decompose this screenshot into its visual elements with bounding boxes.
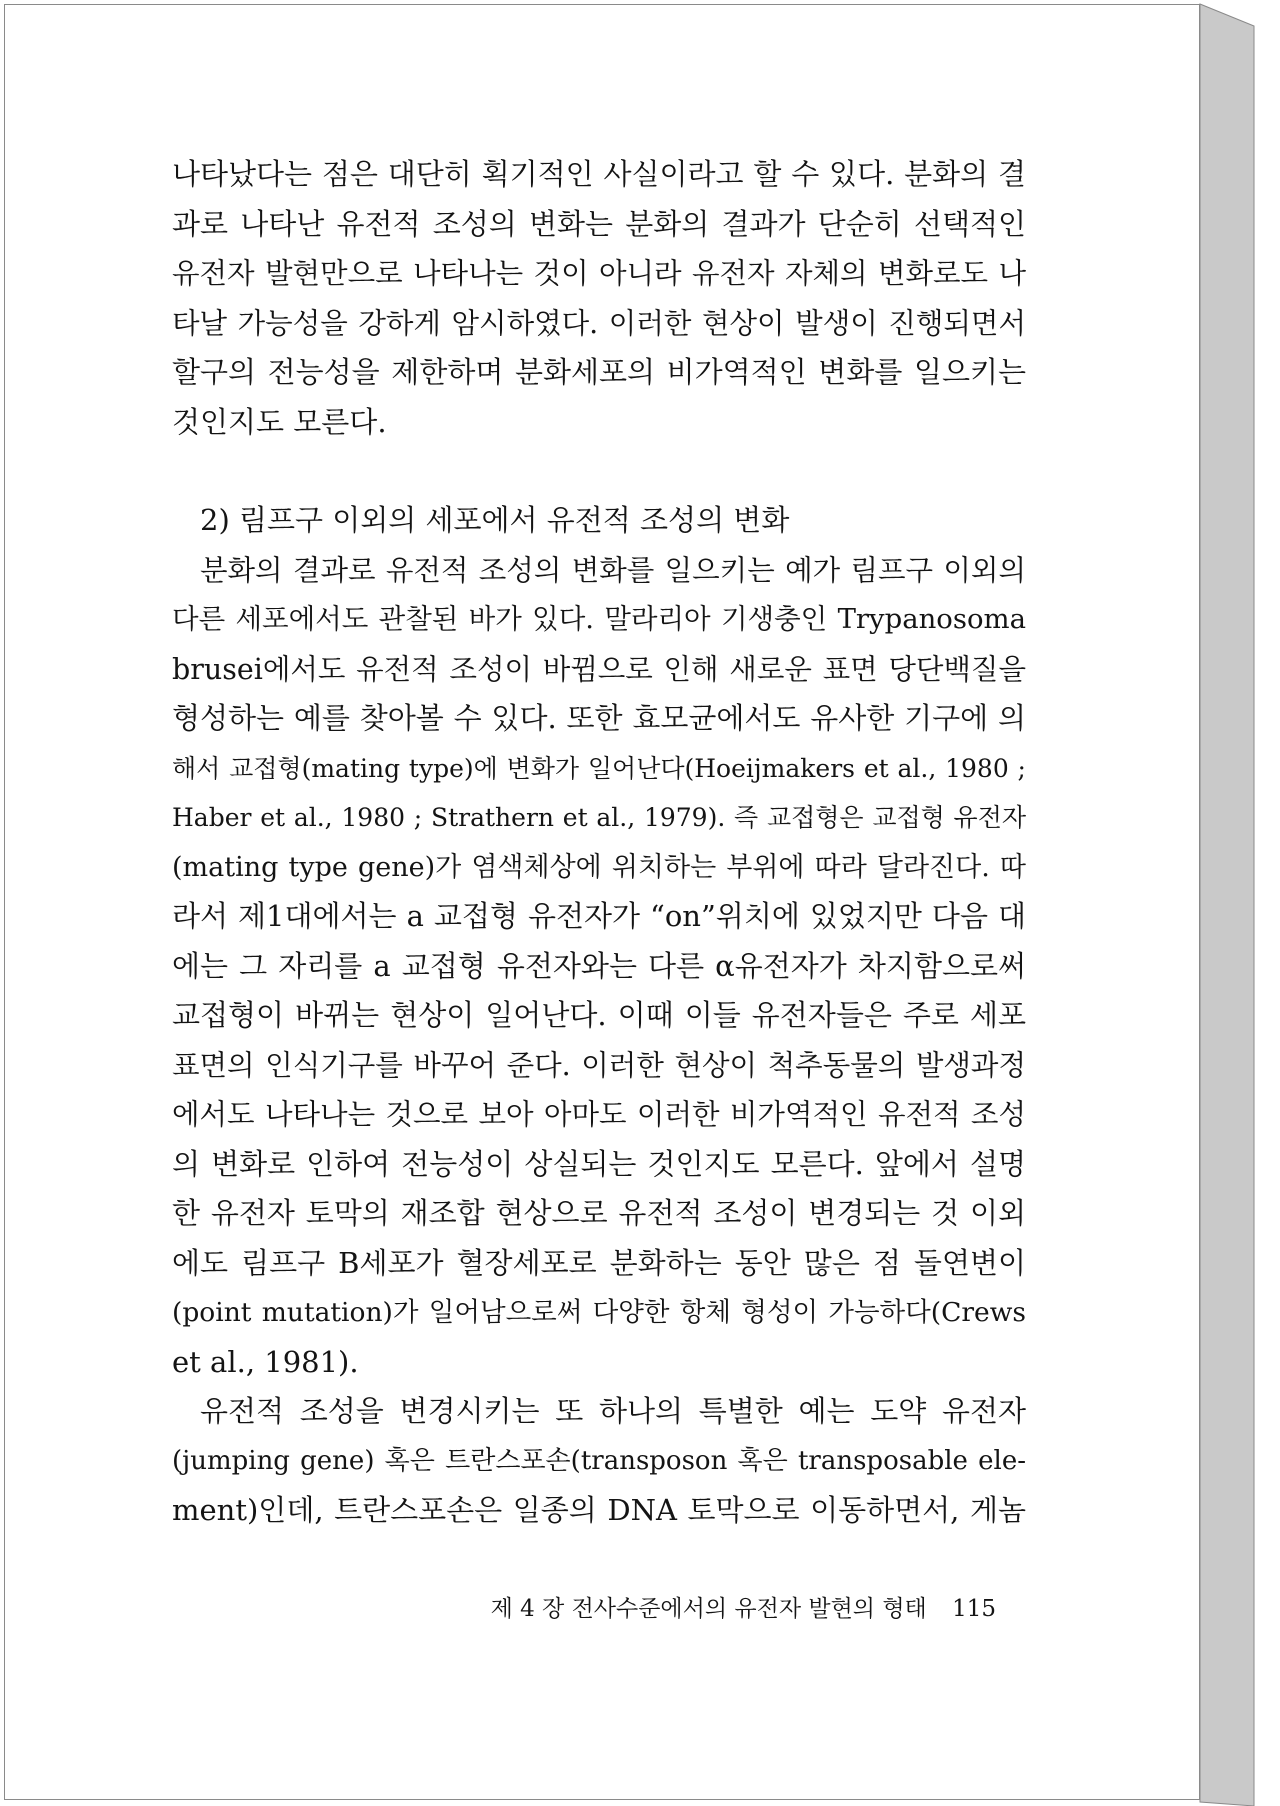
text-line: (mating type gene)가 염색체상에 위치하는 부위에 따라 달라진다. 따 [172,851,1026,883]
body-text [172,150,1026,1536]
text-line: 의 변화로 인하여 전능성이 상실되는 것인지도 모른다. 앞에서 설명 [172,1146,1026,1181]
text-line: (jumping gene) 혹은 트란스포손(transposon 혹은 transposable ele- [172,1445,1026,1476]
text-line: 유전자 발현만으로 나타나는 것이 아니라 유전자 자체의 변화로도 나 [172,257,1026,290]
text-line: Haber et al., 1980 ; Strathern et al., 1979). 즉 교접형은 교접형 유전자 [172,803,1026,832]
text-line: 한 유전자 토막의 재조합 현상으로 유전적 조성이 변경되는 것 이외 [172,1196,1026,1230]
paragraph-3 [172,1387,1026,1536]
text-line: 다른 세포에서도 관찰된 바가 있다. 말라리아 기생충인 Trypanosoma [172,603,1026,635]
section-heading: 2) 림프구 이외의 세포에서 유전적 조성의 변화 [200,503,790,537]
text-line: 에도 림프구 B세포가 혈장세포로 분화하는 동안 많은 점 돌연변이 [172,1245,1026,1280]
page-footer [450,1590,996,1623]
text-line: 교접형이 바뀌는 현상이 일어난다. 이때 이들 유전자들은 주로 세포 [172,998,1026,1032]
text-line: brusei에서도 유전적 조성이 바뀜으로 인해 새로운 표면 당단백질을 [172,652,1026,686]
chapter-title: 제 4 장 전사수준에서의 유전자 발현의 형태 [490,1596,927,1622]
paragraph-spacer [172,447,1026,496]
text-line: 형성하는 예를 찾아볼 수 있다. 또한 효모균에서도 유사한 기구에 의 [172,701,1026,735]
text-line: 타날 가능성을 강하게 암시하였다. 이러한 현상이 발생이 진행되면서 [172,306,1026,340]
text-line: 유전적 조성을 변경시키는 또 하나의 특별한 예는 도약 유전자 [200,1394,1026,1428]
text-line: et al., 1981). [172,1344,359,1379]
text-line: 라서 제1대에서는 a 교접형 유전자가 “on”위치에 있었지만 다음 대 [172,899,1026,933]
paragraph-1 [172,150,1026,447]
text-line: ment)인데, 트란스포손은 일종의 DNA 토막으로 이동하면서, 게놈 [172,1493,1026,1527]
text-line: 해서 교접형(mating type)에 변화가 일어난다(Hoeijmakers et al., 1980 ; [172,753,1026,783]
text-line: (point mutation)가 일어남으로써 다양한 항체 형성이 가능하다(Crews [172,1297,1026,1328]
text-line: 나타났다는 점은 대단히 획기적인 사실이라고 할 수 있다. 분화의 결 [172,157,1026,191]
text-line: 분화의 결과로 유전적 조성의 변화를 일으키는 예가 림프구 이외의 [200,553,1026,587]
text-line: 과로 나타난 유전적 조성의 변화는 분화의 결과가 단순히 선택적인 [172,206,1026,241]
paragraph-2 [172,546,1026,1388]
text-line: 에서도 나타나는 것으로 보아 아마도 이러한 비가역적인 유전적 조성 [172,1098,1026,1131]
text-line: 에는 그 자리를 a 교접형 유전자와는 다른 α유전자가 차지함으로써 [172,948,1026,983]
text-line: 할구의 전능성을 제한하며 분화세포의 비가역적인 변화를 일으키는 [172,355,1026,389]
text-line: 것인지도 모른다. [172,404,387,439]
page-number: 115 [952,1596,996,1622]
text-line: 표면의 인식기구를 바꾸어 준다. 이러한 현상이 척추동물의 발생과정 [172,1048,1026,1082]
